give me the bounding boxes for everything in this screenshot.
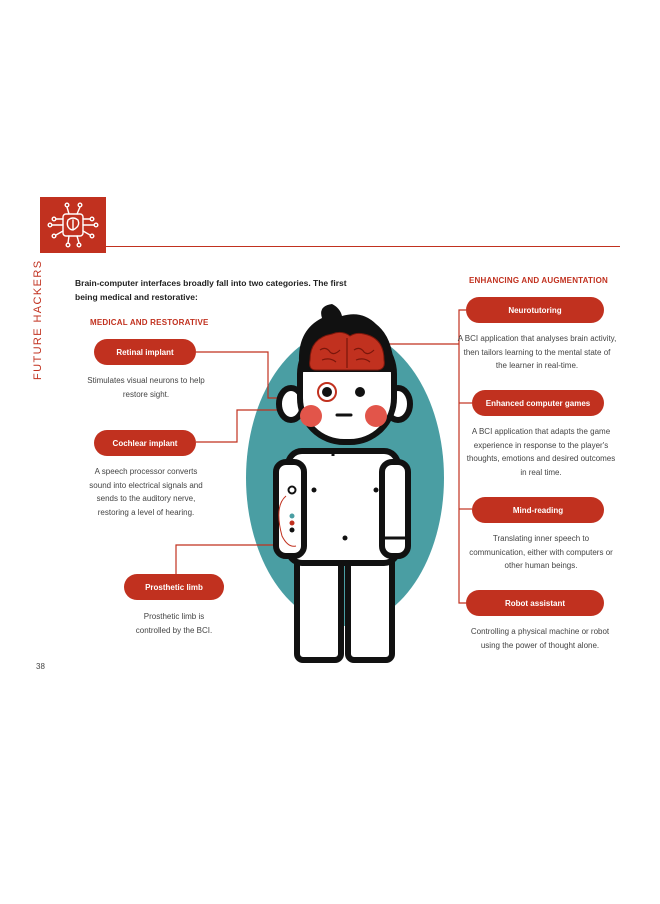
enhanced-games-button[interactable]: Enhanced computer games: [472, 390, 604, 416]
side-title: FUTURE HACKERS: [32, 259, 44, 380]
robot-assistant-desc: Controlling a physical machine or robot using the power of thought alone.: [470, 627, 610, 650]
intro-text: Brain-computer interfaces broadly fall into two categories. The first being medical and restorative:: [75, 278, 347, 302]
left-section-title: MEDICAL AND RESTORATIVE: [90, 318, 209, 327]
neurotutoring-desc: A BCI application that analyses brain activity, then tailors learning to the mental state of the learner in real-time.: [457, 334, 617, 370]
cochlear-implant-desc: A speech processor converts sound into electrical signals and sends to the auditory nerve, restoring a level of hearing.: [89, 467, 203, 517]
enhanced-games-desc: A BCI application that adapts the game experience in response to the player's thoughts, emotions and desired outcomes in real time.: [466, 427, 616, 477]
retinal-implant-desc: Stimulates visual neurons to help restore sight.: [87, 376, 205, 399]
retinal-implant-button[interactable]: Retinal implant: [94, 339, 196, 365]
mind-reading-desc: Translating inner speech to communication, either with computers or other human beings.: [469, 534, 613, 570]
page-number: 38: [36, 662, 45, 671]
mind-reading-button[interactable]: Mind-reading: [472, 497, 604, 523]
prosthetic-limb-button[interactable]: Prosthetic limb: [124, 574, 224, 600]
prosthetic-limb-desc: Prosthetic limb is controlled by the BCI.: [135, 612, 213, 635]
cochlear-implant-button[interactable]: Cochlear implant: [94, 430, 196, 456]
right-section-title: ENHANCING AND AUGMENTATION: [469, 276, 608, 285]
robot-assistant-button[interactable]: Robot assistant: [466, 590, 604, 616]
neurotutoring-button[interactable]: Neurotutoring: [466, 297, 604, 323]
